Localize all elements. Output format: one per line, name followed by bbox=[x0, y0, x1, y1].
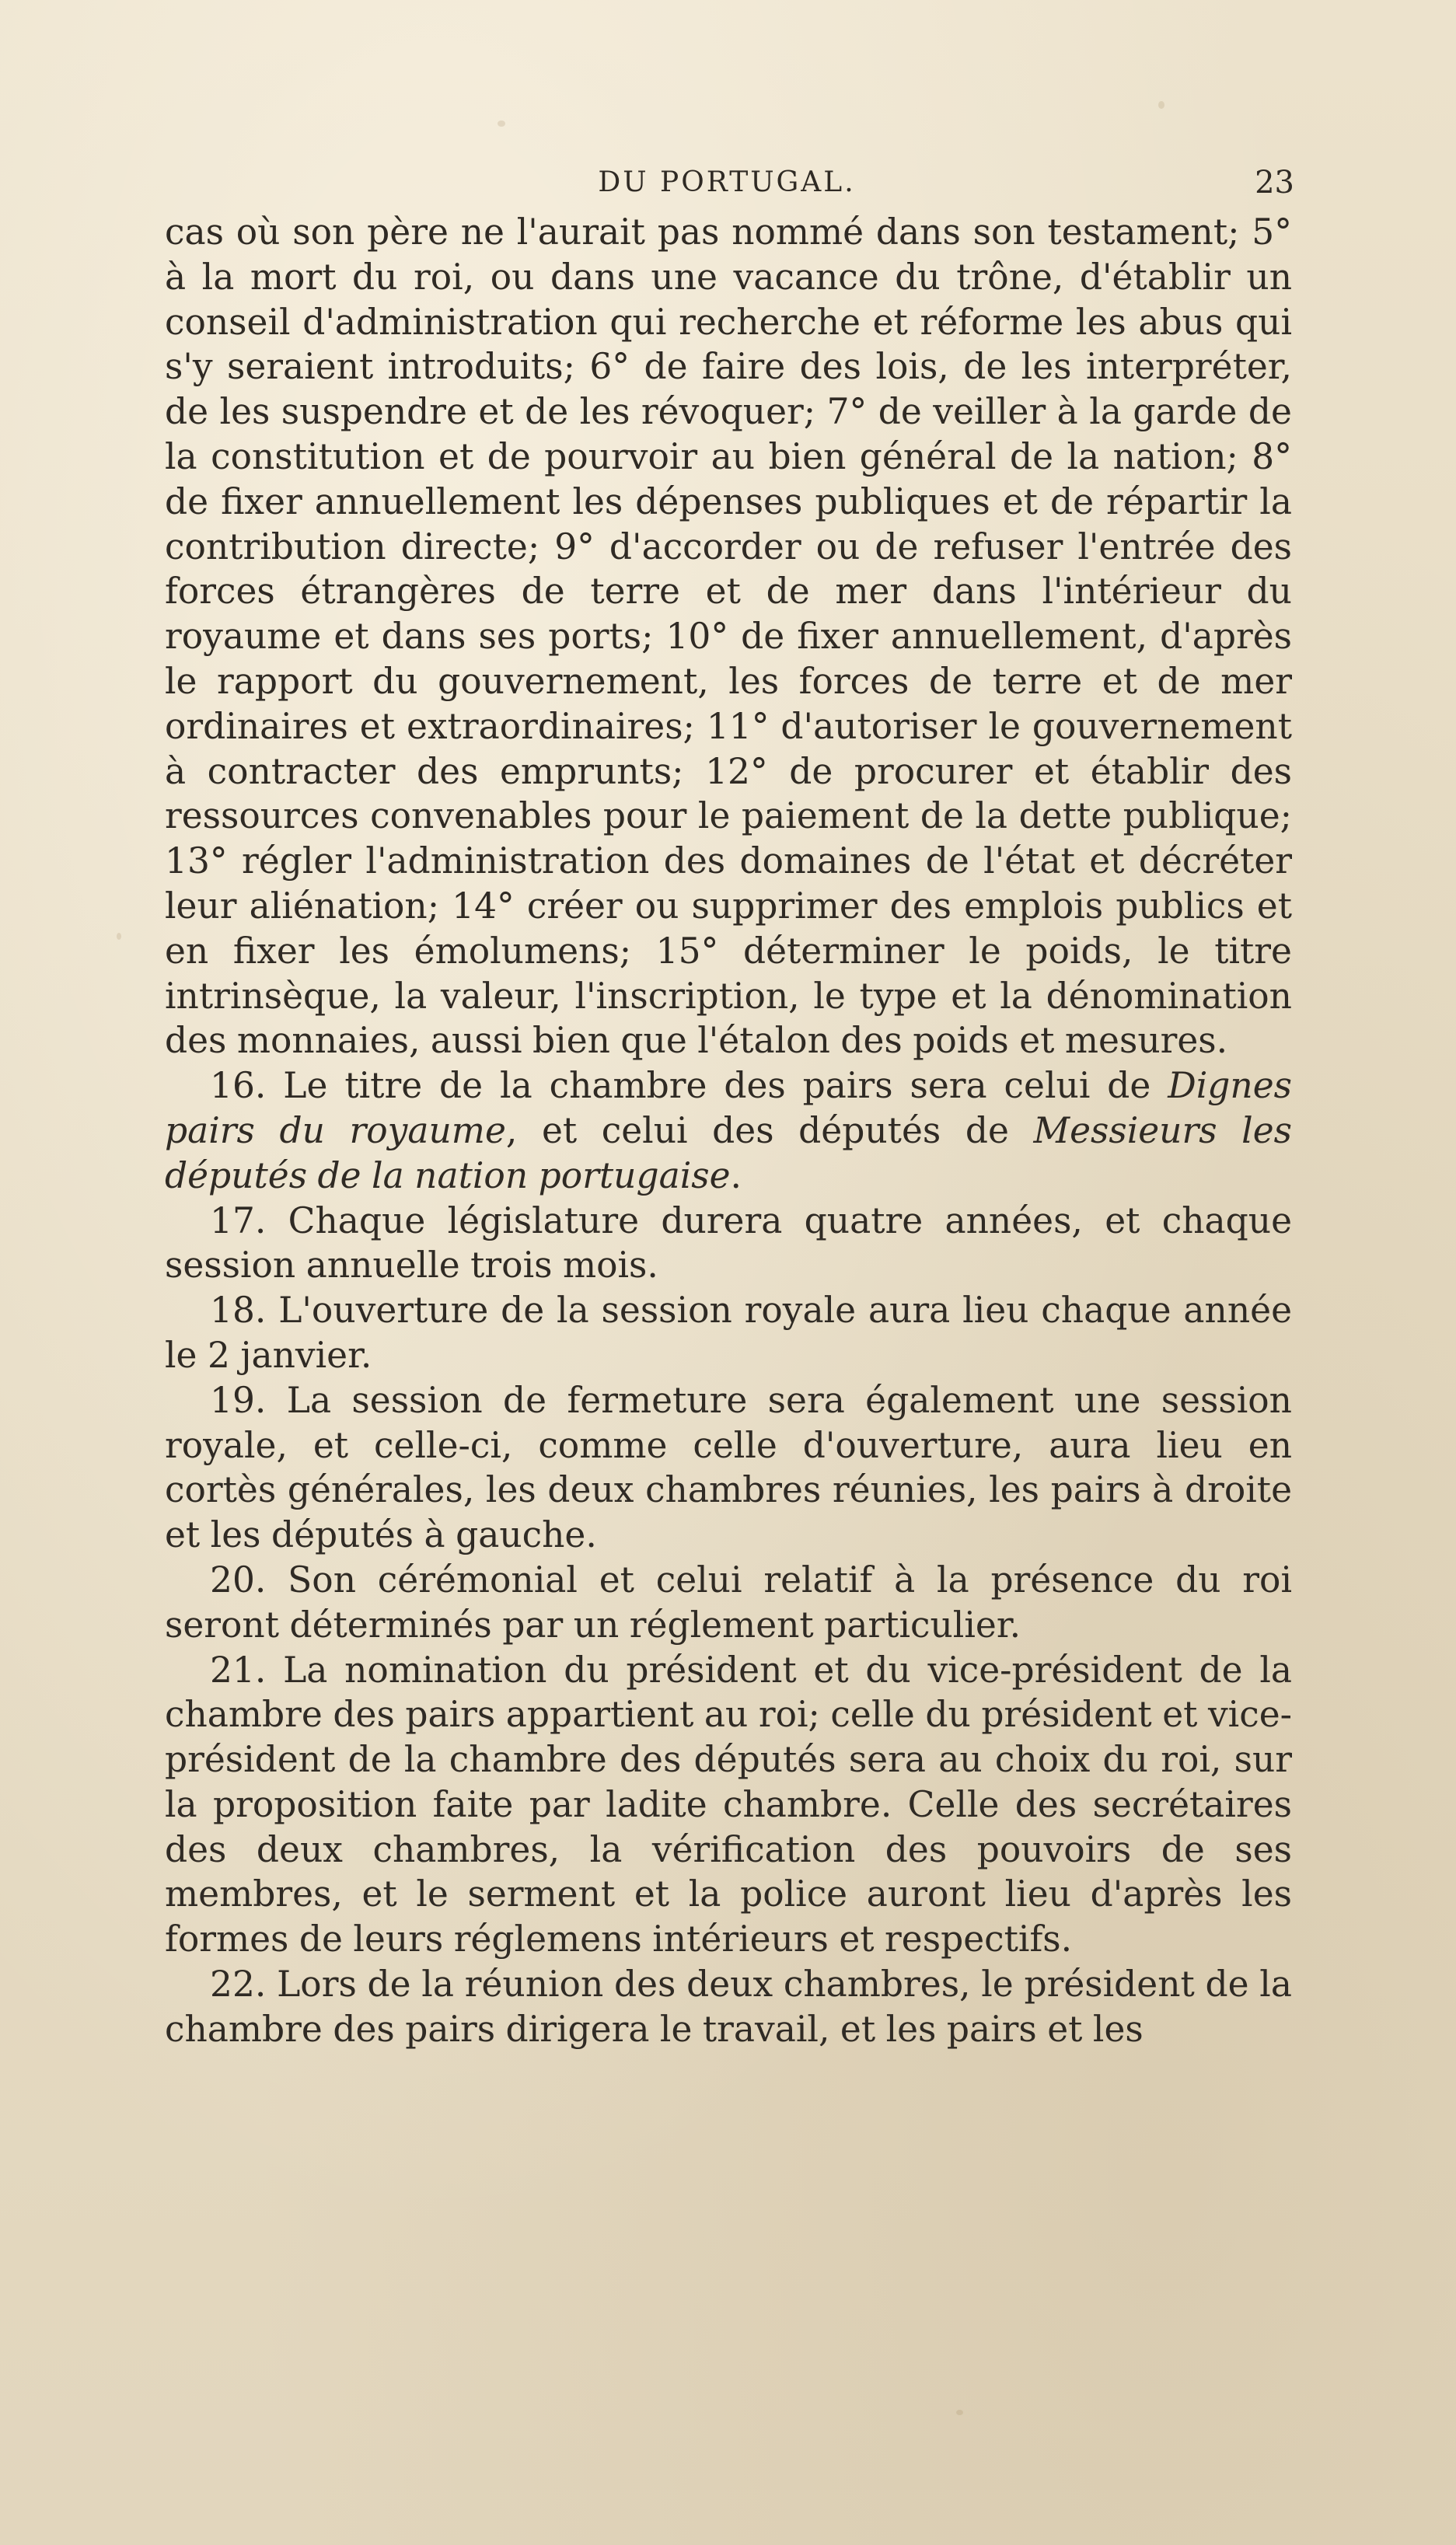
body-text bbox=[165, 210, 1292, 2052]
article-16-text-before: Le titre de la chambre des pairs sera celui de bbox=[283, 1065, 1151, 1107]
article-16-text-middle: , et celui des députés de bbox=[505, 1109, 1009, 1151]
article-18: 18. L'ouverture de la session royale aura lieu chaque année le 2 janvier. bbox=[165, 1290, 1292, 1376]
article-16-title-deputes: Messieurs les députés de la nation portugaise bbox=[165, 1109, 1293, 1196]
article-19: 19. La session de fermeture sera également une session royale, et celle-ci, comme celle d'ouverture, aura lieu en cortès générales, les deux chambres réunies, les pairs à droite et les députés à gauche. bbox=[165, 1379, 1292, 1556]
article-16-title-pairs: Dignes pairs du royaume bbox=[165, 1065, 1293, 1151]
article-16-number: 16. bbox=[210, 1065, 267, 1107]
foxing-spot bbox=[956, 2410, 963, 2415]
page-header bbox=[159, 159, 1294, 206]
foxing-spot bbox=[498, 120, 505, 127]
article-16 bbox=[165, 1063, 1292, 1198]
foxing-spot bbox=[1158, 101, 1164, 109]
continuation-paragraph: cas où son père ne l'aurait pas nommé dans son testament; 5° à la mort du roi, ou dans une vacance du trône, d'établir un conseil d'administration qui recherche et réforme les abus qui s'y seraient introduits; 6° de faire des lois, de les interpréter, de les suspendre et de les révoquer; 7° de veiller à la garde de la constitution et de pourvoir au bien général de la nation; 8° de fixer annuellement les dépenses publiques et de répartir la contribution directe; 9° d'accorder ou de refuser l'entrée des forces étrangères de terre et de mer dans l'intérieur du royaume et dans ses ports; 10° de fixer annuellement, d'après le rapport du gouvernement, les forces de terre et de mer ordinaires et extraordinaires; 11° d'autoriser le gouvernement à contracter des emprunts; 12° de procurer et établir des ressources convenables pour le paiement de la dette publique; 13° régler l'administration des domaines de l'état et décréter leur aliénation; 14° créer ou supprimer des emplois publics et en fixer les émolumens; 15° déterminer le poids, le titre intrinsèque, la valeur, l'inscription, le type et la dénomination des monnaies, aussi bien que l'étalon des poids et mesures. bbox=[165, 211, 1292, 1062]
article-22: 22. Lors de la réunion des deux chambres, le président de la chambre des pairs dirigera le travail, et les pairs et les bbox=[165, 1964, 1292, 2050]
foxing-spot bbox=[117, 933, 121, 940]
page-number: 23 bbox=[1255, 165, 1294, 201]
article-17: 17. Chaque législature durera quatre années, et chaque session annuelle trois mois. bbox=[165, 1199, 1292, 1286]
article-20: 20. Son cérémonial et celui relatif à la présence du roi seront déterminés par un réglement particulier. bbox=[165, 1559, 1292, 1646]
article-16-text-after: . bbox=[730, 1154, 742, 1196]
article-21: 21. La nomination du président et du vice-président de la chambre des pairs appartient au roi; celle du président et vice-président de la chambre des députés sera au choix du roi, sur la proposition faite par ladite chambre. Celle des secrétaires des deux chambres, la vérification des pouvoirs de ses membres, et le serment et la police auront lieu d'après les formes de leurs réglemens intérieurs et respectifs. bbox=[165, 1649, 1292, 1960]
running-head: DU PORTUGAL. bbox=[598, 166, 856, 198]
